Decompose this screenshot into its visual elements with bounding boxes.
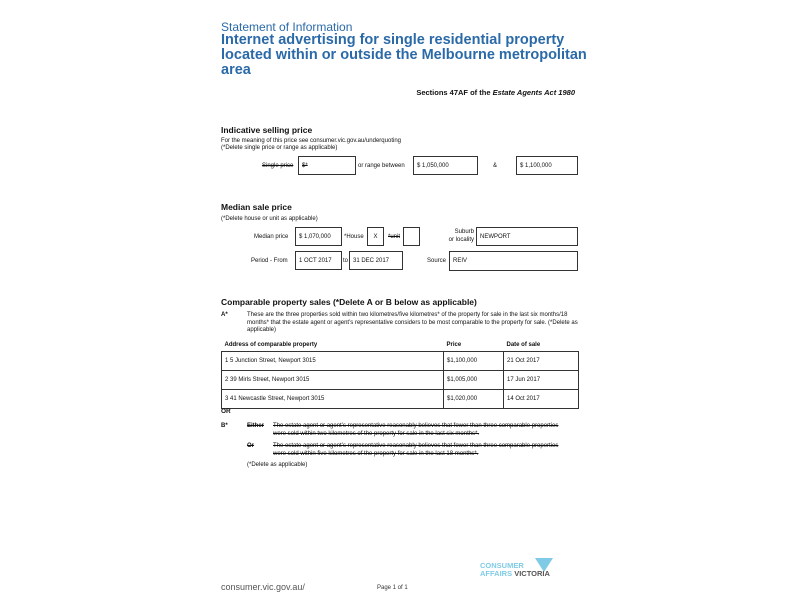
suburb-value: NEWPORT: [480, 233, 511, 240]
row-date[interactable]: 17 Jun 2017: [504, 370, 579, 389]
median-note: (*Delete house or unit as applicable): [221, 216, 318, 222]
consumer-affairs-logo: [480, 562, 550, 578]
row-date[interactable]: 14 Oct 2017: [504, 389, 579, 408]
statement-label: Statement of Information: [221, 20, 353, 34]
median-price-label: Median price: [254, 234, 289, 240]
sections-reference: [416, 88, 575, 97]
period-to-value: 31 DEC 2017: [353, 257, 390, 264]
row-price[interactable]: $1,020,000: [444, 389, 504, 408]
house-label: *House: [344, 234, 364, 240]
median-price-value: $ 1,070,000: [299, 233, 331, 240]
row-date[interactable]: 21 Oct 2017: [504, 351, 579, 370]
period-from-field[interactable]: [295, 251, 342, 270]
indicative-note-delete: (*Delete single price or range as applicable): [221, 145, 338, 151]
table-header-row: [222, 340, 579, 351]
sections-prefix: Sections 47AF of the: [416, 88, 493, 97]
unit-checkbox[interactable]: [403, 227, 420, 246]
suburb-label-line2: or locality: [448, 237, 474, 243]
either-text: The estate agent or agent’s representative reasonably believes that fewer than three comparable properties were sold within two kilometres of the property for sale in the last six months*.: [273, 423, 559, 437]
suburb-label: [454, 228, 474, 236]
median-heading: Median sale price: [221, 202, 292, 212]
unit-label: *unit: [388, 234, 401, 240]
page-number: Page 1 of 1: [377, 585, 408, 591]
range-low-field[interactable]: [413, 156, 478, 175]
col-date: Date of sale: [504, 340, 579, 351]
indicative-note-url: For the meaning of this price see consumer.vic.gov.au/underquoting: [221, 138, 401, 144]
range-ampersand: &: [493, 163, 498, 169]
suburb-field[interactable]: [476, 227, 578, 246]
suburb-label-line1: Suburb: [454, 229, 474, 235]
range-high-value: $ 1,100,000: [520, 162, 552, 169]
range-high-field[interactable]: [516, 156, 578, 175]
table-row: [222, 370, 579, 389]
single-price-value: $*: [302, 162, 308, 169]
single-price-label: Single price: [262, 163, 294, 169]
either-label: Either: [247, 423, 265, 429]
range-low-value: $ 1,050,000: [417, 162, 449, 169]
row-price[interactable]: $1,005,000: [444, 370, 504, 389]
col-address: Address of comparable property: [222, 340, 444, 351]
range-label: or range between: [358, 163, 405, 169]
period-from-value: 1 OCT 2017: [299, 257, 332, 264]
house-mark: X: [373, 233, 378, 240]
or-label: OR: [221, 408, 231, 415]
comparable-table: [221, 340, 579, 409]
source-label: Source: [427, 258, 447, 264]
source-field[interactable]: [449, 251, 578, 271]
period-to-field[interactable]: [349, 251, 403, 270]
single-price-field[interactable]: [298, 156, 356, 175]
option-b-label: B*: [221, 423, 228, 429]
period-to-label: to: [343, 258, 349, 264]
table-row: [222, 351, 579, 370]
indicative-heading: Indicative selling price: [221, 125, 313, 135]
or2-label: Or: [247, 443, 255, 449]
option-a-text: These are the three properties sold within two kilometres/five kilometres* of the property for sale in the last six months/18 months* that the estate agent or agent’s representative considers to be most comparable to the property for sale. (*Delete as applicable): [247, 312, 578, 333]
logo-line1: CONSUMER: [480, 561, 524, 570]
logo-line2: [480, 570, 550, 578]
act-name: Estate Agents Act 1980: [492, 88, 575, 97]
document-title: Internet advertising for single residential property located within or outside the Melbourne metropolitan area: [221, 32, 587, 78]
table-row: [222, 389, 579, 408]
option-a-label: A*: [221, 312, 228, 318]
or2-text: The estate agent or agent’s representative reasonably believes that fewer than three comparable properties were sold within five kilometres of the property for sale in the last 18 months*.: [273, 443, 559, 457]
delete-note: (*Delete as applicable): [247, 462, 308, 468]
col-price: Price: [444, 340, 504, 351]
median-price-field[interactable]: [295, 227, 342, 246]
logo-victoria: VICTORIA: [514, 569, 550, 578]
period-from-label: Period - From: [251, 258, 288, 264]
logo-affairs: AFFAIRS: [480, 569, 513, 578]
source-value: REIV: [453, 258, 468, 264]
footer-url[interactable]: consumer.vic.gov.au/: [221, 582, 305, 592]
comparable-heading: Comparable property sales (*Delete A or B below as applicable): [221, 297, 477, 307]
row-address[interactable]: 1 5 Junction Street, Newport 3015: [222, 351, 444, 370]
row-address[interactable]: 2 39 Mirls Street, Newport 3015: [222, 370, 444, 389]
row-price[interactable]: $1,100,000: [444, 351, 504, 370]
house-checkbox[interactable]: [367, 227, 384, 246]
row-address[interactable]: 3 41 Newcastle Street, Newport 3015: [222, 389, 444, 408]
